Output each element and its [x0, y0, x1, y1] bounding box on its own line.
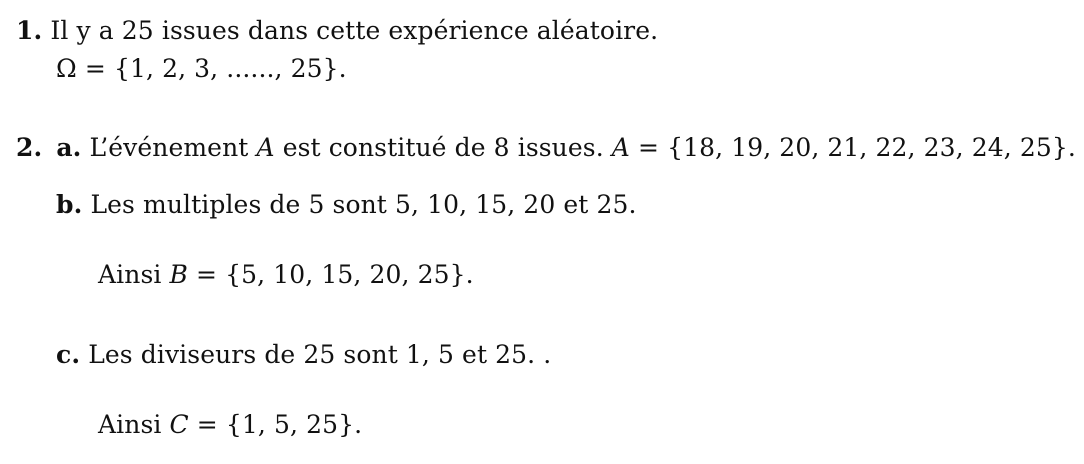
q2c-text: Les diviseurs de 25 sont 1, 5 et 25. .	[88, 340, 552, 369]
q2a-text2: est constitué de 8 issues.	[282, 133, 604, 162]
q2b-conclusion	[98, 258, 474, 292]
q2a-set-var: A	[611, 133, 630, 162]
q2a-label: a.	[56, 133, 82, 162]
q2a-var: A	[256, 133, 275, 162]
q1-text: Il y a 25 issues dans cette expérience aléatoire.	[50, 16, 659, 45]
q2b-ainsi: Ainsi	[98, 260, 162, 289]
q2c-var: C	[169, 410, 189, 439]
q2a-set: = {18, 19, 20, 21, 22, 23, 24, 25}.	[629, 133, 1076, 162]
q1-omega-line	[56, 52, 347, 86]
q2a-text: L’événement	[89, 133, 249, 162]
q2c-set: = {1, 5, 25}.	[188, 410, 363, 439]
q2b-label: b.	[56, 190, 83, 219]
q1-number: 1.	[16, 16, 43, 45]
q1-line	[16, 14, 658, 48]
q2b-set: = {5, 10, 15, 20, 25}.	[188, 260, 474, 289]
q2c-conclusion	[98, 408, 362, 442]
q2c-line	[56, 338, 551, 372]
q2-number: 2.	[16, 133, 43, 162]
q2b-text: Les multiples de 5 sont 5, 10, 15, 20 et 25.	[90, 190, 637, 219]
q2b-var: B	[169, 260, 189, 289]
q2c-ainsi: Ainsi	[98, 410, 162, 439]
q2b-line	[56, 188, 637, 222]
q1-omega-set: Ω = {1, 2, 3, ......, 25}.	[56, 54, 347, 83]
q2c-label: c.	[56, 340, 81, 369]
q2a-line	[16, 131, 1076, 165]
